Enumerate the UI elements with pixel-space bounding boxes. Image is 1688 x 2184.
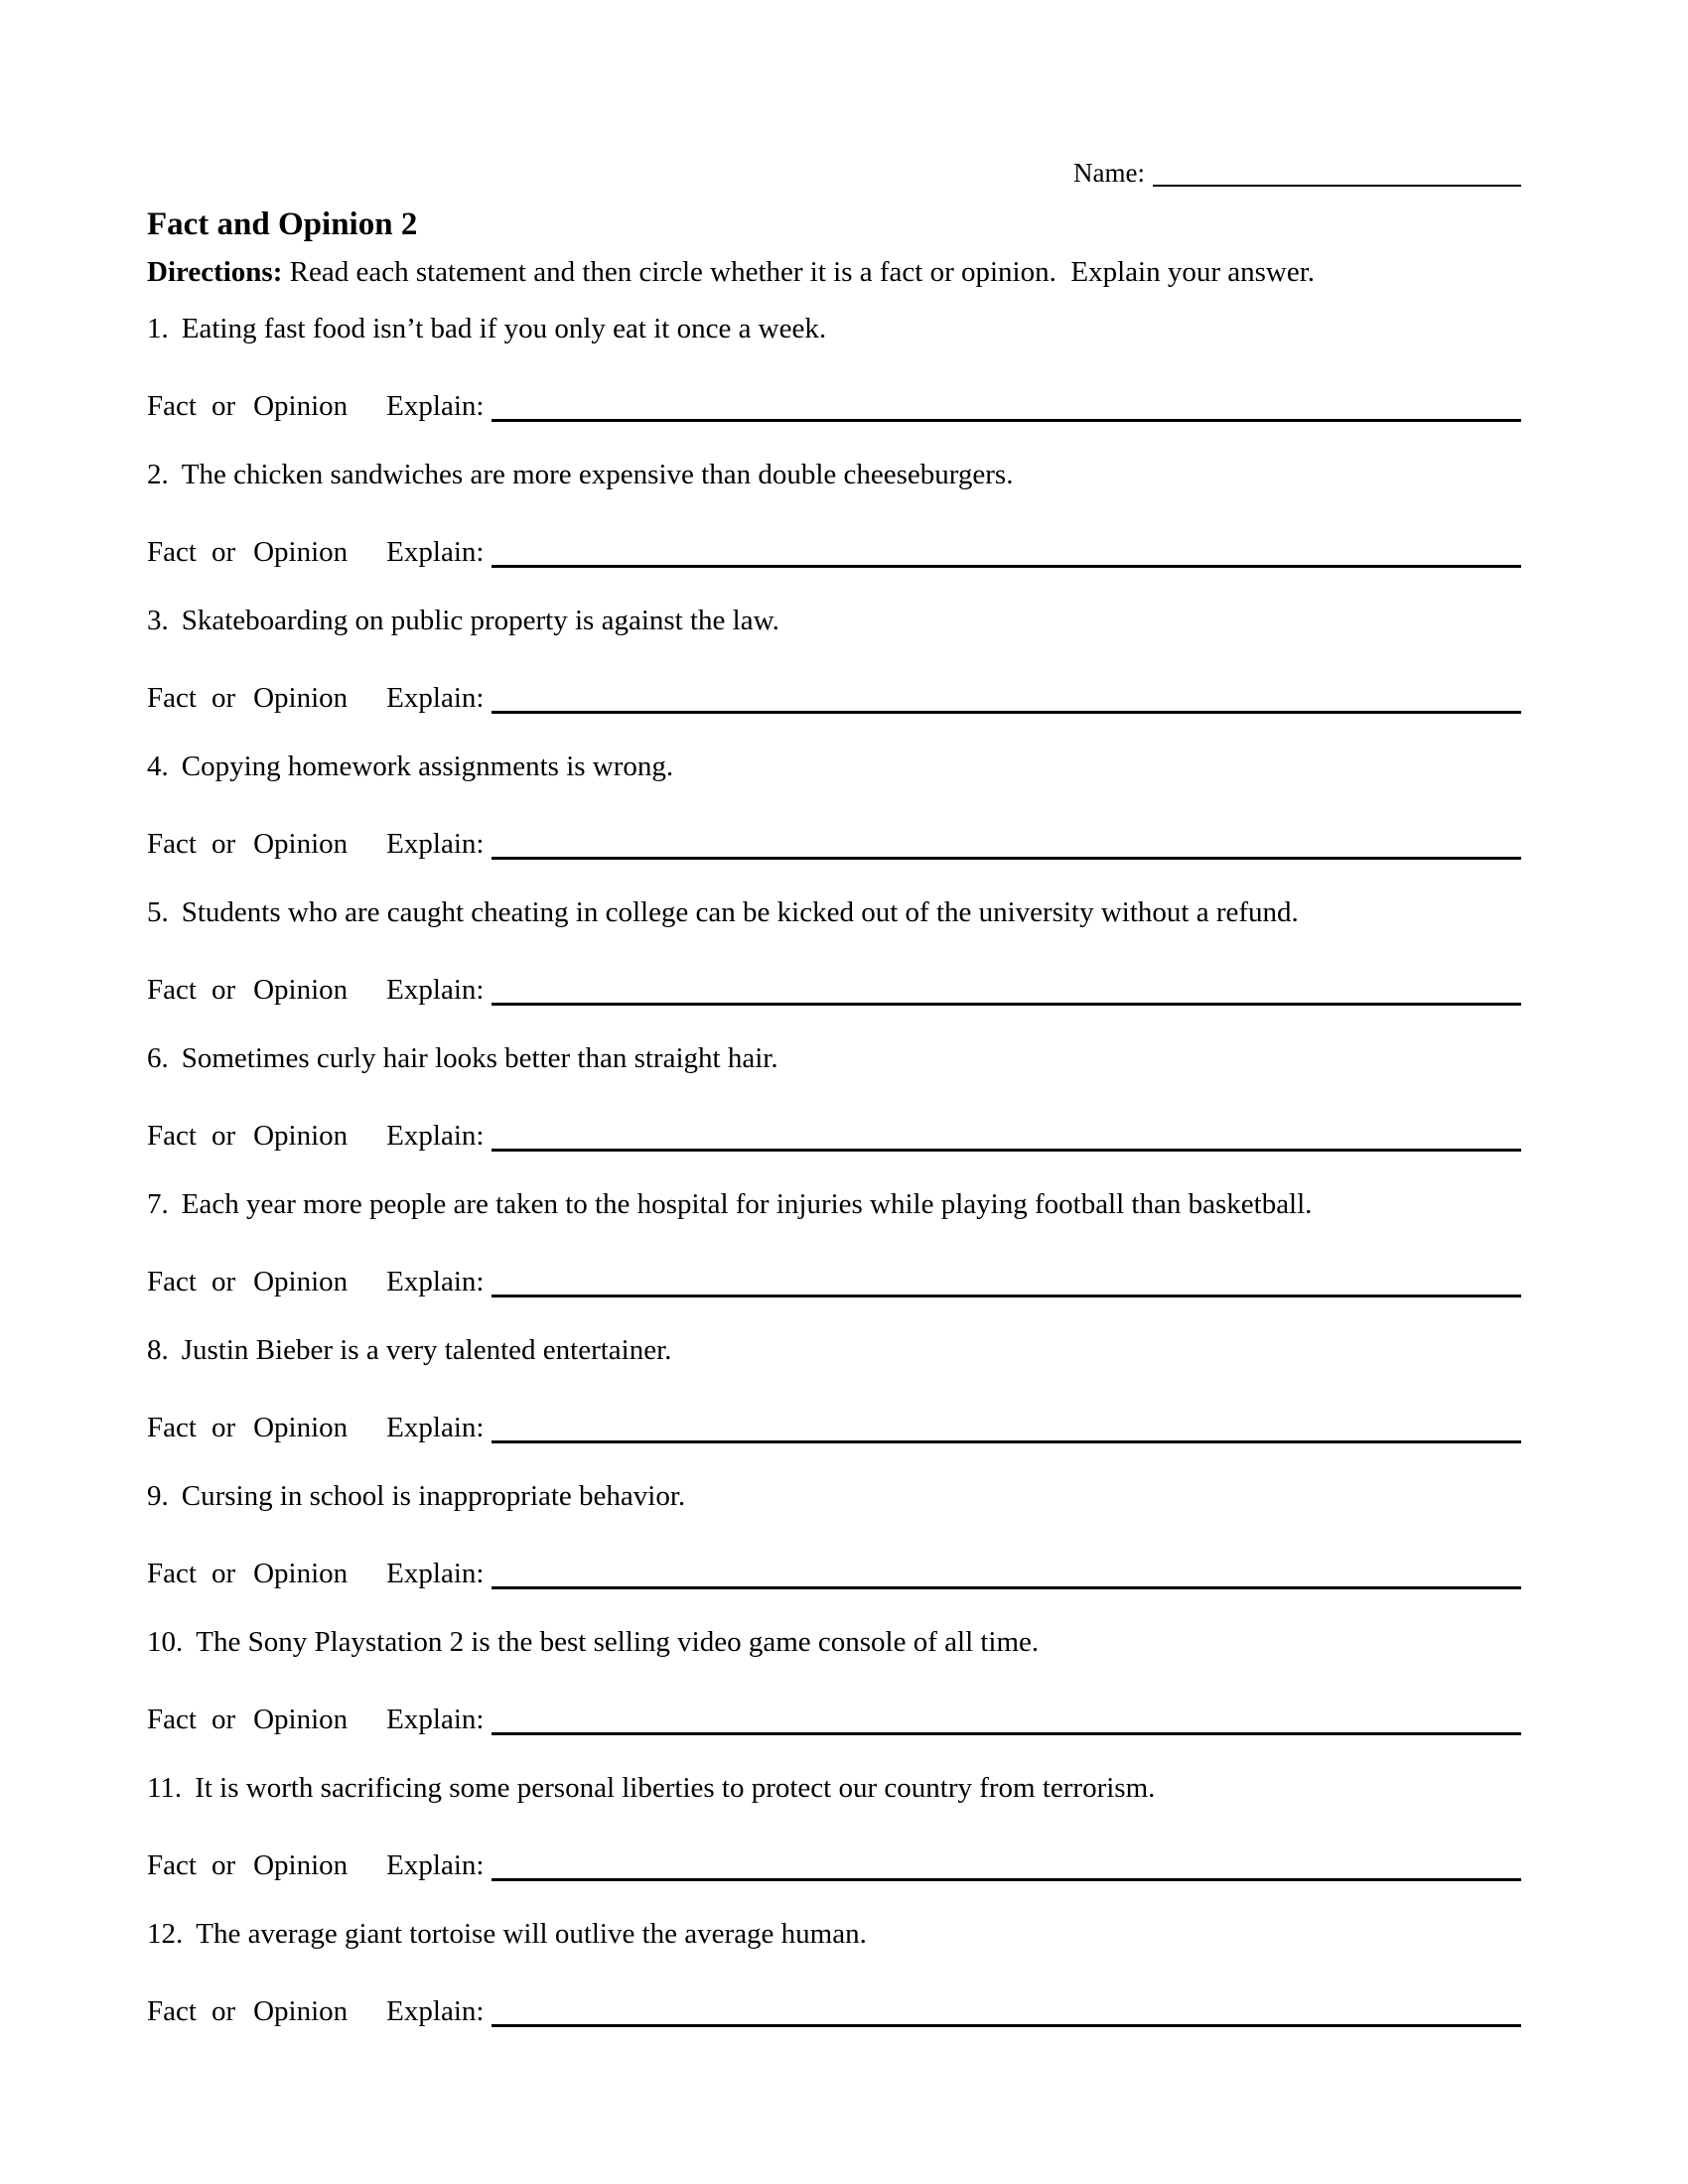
answer-row — [147, 388, 1521, 424]
explain-blank-line[interactable] — [492, 1847, 1521, 1881]
or-label: or — [211, 536, 236, 568]
choice-opinion[interactable]: Opinion — [253, 974, 349, 1006]
answer-row — [147, 1702, 1521, 1737]
statement — [147, 1040, 1521, 1076]
statement-number: 1. — [147, 313, 169, 344]
explain-label: Explain: — [386, 1266, 485, 1297]
statement-text: It is worth sacrificing some personal liberties to protect our country from terrorism. — [195, 1772, 1156, 1804]
worksheet-item — [147, 1916, 1521, 2029]
choice-fact[interactable]: Fact — [147, 1412, 197, 1443]
explain-blank-line[interactable] — [492, 388, 1521, 422]
choice-fact[interactable]: Fact — [147, 1266, 197, 1297]
explain-blank-line[interactable] — [492, 680, 1521, 714]
statement-text: Cursing in school is inappropriate behavior. — [181, 1480, 686, 1512]
name-label: Name: — [1073, 158, 1145, 188]
explain-label: Explain: — [386, 1558, 485, 1589]
choice-fact[interactable]: Fact — [147, 974, 197, 1006]
or-label: or — [211, 1849, 236, 1881]
statement-number: 8. — [147, 1334, 169, 1366]
worksheet-item — [147, 1332, 1521, 1445]
worksheet-item — [147, 311, 1521, 424]
choice-opinion[interactable]: Opinion — [253, 1558, 349, 1589]
explain-label: Explain: — [386, 1120, 485, 1152]
choice-opinion[interactable]: Opinion — [253, 1995, 349, 2027]
answer-row — [147, 1993, 1521, 2029]
statement-number: 9. — [147, 1480, 169, 1512]
explain-label: Explain: — [386, 682, 485, 714]
statement-number: 6. — [147, 1042, 169, 1074]
answer-row — [147, 680, 1521, 716]
choice-fact[interactable]: Fact — [147, 536, 197, 568]
directions — [147, 254, 1521, 290]
statement-number: 4. — [147, 751, 169, 782]
explain-blank-line[interactable] — [492, 534, 1521, 568]
choice-opinion[interactable]: Opinion — [253, 828, 349, 860]
choice-fact[interactable]: Fact — [147, 1849, 197, 1881]
or-label: or — [211, 1412, 236, 1443]
choice-opinion[interactable]: Opinion — [253, 1849, 349, 1881]
explain-label: Explain: — [386, 390, 485, 422]
statement-text: Justin Bieber is a very talented entertainer. — [181, 1334, 672, 1366]
or-label: or — [211, 1995, 236, 2027]
explain-blank-line[interactable] — [492, 1264, 1521, 1297]
statement-number: 12. — [147, 1918, 184, 1950]
statement — [147, 311, 1521, 346]
explain-label: Explain: — [386, 1849, 485, 1881]
explain-blank-line[interactable] — [492, 1993, 1521, 2027]
statement-text: Copying homework assignments is wrong. — [181, 751, 674, 782]
or-label: or — [211, 682, 236, 714]
worksheet-item — [147, 603, 1521, 716]
statement — [147, 1916, 1521, 1952]
statement-text: Each year more people are taken to the hospital for injuries while playing football than basketball. — [181, 1188, 1313, 1220]
statement-text: Skateboarding on public property is against the law. — [181, 605, 779, 636]
explain-blank-line[interactable] — [492, 1410, 1521, 1443]
statement — [147, 894, 1521, 930]
worksheet-item — [147, 1186, 1521, 1299]
choice-fact[interactable]: Fact — [147, 1995, 197, 2027]
choice-opinion[interactable]: Opinion — [253, 682, 349, 714]
or-label: or — [211, 1704, 236, 1735]
statement — [147, 749, 1521, 784]
statement — [147, 457, 1521, 492]
statement — [147, 1332, 1521, 1368]
statement-number: 11. — [147, 1772, 183, 1804]
worksheet-item — [147, 1624, 1521, 1737]
or-label: or — [211, 828, 236, 860]
explain-blank-line[interactable] — [492, 1118, 1521, 1152]
items-list — [147, 311, 1521, 2029]
statement — [147, 603, 1521, 638]
worksheet-item — [147, 457, 1521, 570]
statement — [147, 1186, 1521, 1222]
statement-number: 3. — [147, 605, 169, 636]
or-label: or — [211, 974, 236, 1006]
explain-label: Explain: — [386, 1995, 485, 2027]
choice-fact[interactable]: Fact — [147, 828, 197, 860]
answer-row — [147, 534, 1521, 570]
worksheet-item — [147, 894, 1521, 1008]
page-title: Fact and Opinion 2 — [147, 206, 418, 242]
statement-text: Eating fast food isn’t bad if you only eat it once a week. — [181, 313, 827, 344]
statement-number: 5. — [147, 896, 169, 928]
name-blank-line[interactable] — [1153, 155, 1521, 187]
worksheet-item — [147, 1478, 1521, 1591]
name-row — [147, 155, 1521, 191]
answer-row — [147, 972, 1521, 1008]
statement — [147, 1770, 1521, 1806]
choice-fact[interactable]: Fact — [147, 1558, 197, 1589]
explain-blank-line[interactable] — [492, 826, 1521, 860]
worksheet-item — [147, 749, 1521, 862]
explain-label: Explain: — [386, 1704, 485, 1735]
statement-text: The Sony Playstation 2 is the best selling video game console of all time. — [196, 1626, 1040, 1658]
or-label: or — [211, 390, 236, 422]
or-label: or — [211, 1558, 236, 1589]
explain-label: Explain: — [386, 828, 485, 860]
explain-label: Explain: — [386, 536, 485, 568]
answer-row — [147, 1847, 1521, 1883]
statement-text: Students who are caught cheating in college can be kicked out of the university without a refund. — [181, 896, 1299, 928]
or-label: or — [211, 1266, 236, 1297]
statement-text: Sometimes curly hair looks better than straight hair. — [181, 1042, 778, 1074]
choice-fact[interactable]: Fact — [147, 1704, 197, 1735]
choice-opinion[interactable]: Opinion — [253, 390, 349, 422]
answer-row — [147, 1118, 1521, 1154]
statement-text: The average giant tortoise will outlive the average human. — [196, 1918, 867, 1950]
worksheet-item — [147, 1770, 1521, 1883]
choice-opinion[interactable]: Opinion — [253, 1266, 349, 1297]
statement — [147, 1624, 1521, 1660]
choice-opinion[interactable]: Opinion — [253, 1412, 349, 1443]
worksheet-item — [147, 1040, 1521, 1154]
explain-blank-line[interactable] — [492, 1702, 1521, 1735]
statement-number: 10. — [147, 1626, 184, 1658]
choice-opinion[interactable]: Opinion — [253, 1704, 349, 1735]
choice-fact[interactable]: Fact — [147, 390, 197, 422]
explain-blank-line[interactable] — [492, 972, 1521, 1006]
directions-label: Directions: — [147, 256, 283, 288]
answer-row — [147, 1264, 1521, 1299]
statement-text: The chicken sandwiches are more expensive than double cheeseburgers. — [181, 459, 1014, 490]
choice-fact[interactable]: Fact — [147, 682, 197, 714]
statement-number: 2. — [147, 459, 169, 490]
choice-opinion[interactable]: Opinion — [253, 1120, 349, 1152]
directions-text: Read each statement and then circle whether it is a fact or opinion. Explain your answer. — [282, 256, 1316, 288]
or-label: or — [211, 1120, 236, 1152]
statement-number: 7. — [147, 1188, 169, 1220]
choice-opinion[interactable]: Opinion — [253, 536, 349, 568]
explain-blank-line[interactable] — [492, 1556, 1521, 1589]
explain-label: Explain: — [386, 1412, 485, 1443]
choice-fact[interactable]: Fact — [147, 1120, 197, 1152]
answer-row — [147, 826, 1521, 862]
explain-label: Explain: — [386, 974, 485, 1006]
statement — [147, 1478, 1521, 1514]
answer-row — [147, 1556, 1521, 1591]
answer-row — [147, 1410, 1521, 1445]
